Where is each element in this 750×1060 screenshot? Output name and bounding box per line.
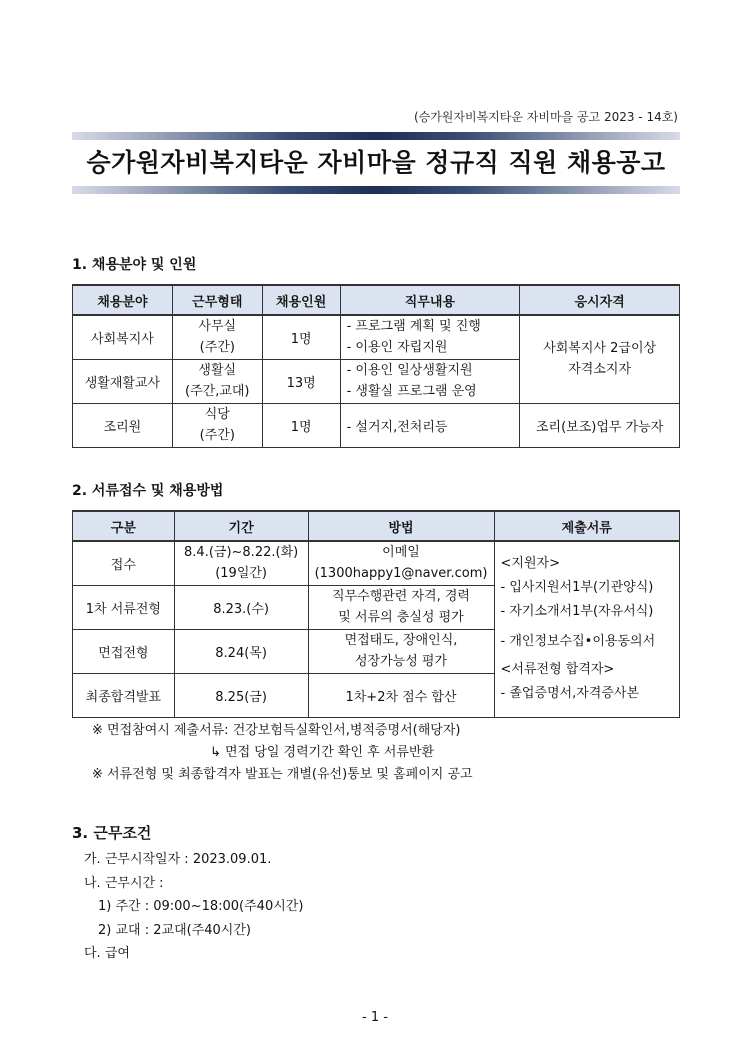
count-cell: 13명	[262, 359, 340, 403]
section2-heading: 2. 서류접수 및 채용방법	[72, 483, 224, 499]
table-row	[73, 541, 680, 585]
worktype-cell: 사무실 (주간)	[172, 315, 262, 359]
table-header-row	[73, 511, 680, 541]
section3-heading: 3. 근무조건	[72, 824, 152, 842]
table-header: 채용인원	[262, 285, 340, 315]
condition-item: 1) 주간 : 09:00~18:00(주40시간)	[98, 899, 304, 914]
section1-heading: 1. 채용분야 및 인원	[72, 257, 197, 273]
count-cell: 1명	[262, 315, 340, 359]
page-number: - 1 -	[362, 1010, 388, 1025]
table-header: 채용분야	[73, 285, 173, 315]
note-line: ↳ 면접 당일 경력기간 확인 후 서류반환	[210, 745, 435, 760]
duty-cell: - 이용인 일상생활지원 - 생활실 프로그램 운영	[340, 359, 520, 403]
method-cell: 1차+2차 점수 합산	[308, 673, 494, 717]
documents-cell: <지원자> - 입사지원서1부(기관양식) - 자기소개서1부(자유서식) - 개인정보수집•이용동의서 <서류전형 합격자> - 졸업증명서,자격증사본	[494, 541, 680, 717]
table-header: 직무내용	[340, 285, 520, 315]
period-cell: 8.23.(수)	[174, 585, 308, 629]
period-cell: 8.4.(금)~8.22.(화) (19일간)	[174, 541, 308, 585]
stage-cell: 1차 서류전형	[73, 585, 175, 629]
title-top-bar	[72, 132, 680, 140]
table-header: 방법	[308, 511, 494, 541]
method-cell: 이메일 (1300happy1@naver.com)	[308, 541, 494, 585]
table-row	[73, 403, 680, 447]
field-cell: 생활재활교사	[73, 359, 173, 403]
note-line: ※ 면접참여시 제출서류: 건강보험득실확인서,병적증명서(해당자)	[92, 723, 461, 738]
qualification-cell: 사회복지사 2급이상 자격소지자	[520, 315, 680, 403]
title-block	[72, 132, 680, 194]
field-cell: 조리원	[73, 403, 173, 447]
stage-cell: 면접전형	[73, 629, 175, 673]
page-title: 승가원자비복지타운 자비마을 정규직 직원 채용공고	[86, 148, 666, 177]
table-row	[73, 315, 680, 359]
table-header: 구분	[73, 511, 175, 541]
condition-item: 가. 근무시작일자 : 2023.09.01.	[84, 852, 272, 867]
stage-cell: 최종합격발표	[73, 673, 175, 717]
recruitment-table	[72, 284, 680, 448]
method-cell: 면접태도, 장애인식, 성장가능성 평가	[308, 629, 494, 673]
application-table	[72, 510, 680, 718]
worktype-cell: 생활실 (주간,교대)	[172, 359, 262, 403]
table-header: 응시자격	[520, 285, 680, 315]
condition-item: 2) 교대 : 2교대(주40시간)	[98, 922, 251, 938]
field-cell: 사회복지사	[73, 315, 173, 359]
duty-cell: - 설거지,전처리등	[340, 403, 520, 447]
stage-cell: 접수	[73, 541, 175, 585]
table-header: 근무형태	[172, 285, 262, 315]
table-header: 기간	[174, 511, 308, 541]
note-line: ※ 서류전형 및 최종합격자 발표는 개별(유선)통보 및 홈페이지 공고	[92, 767, 473, 782]
period-cell: 8.25(금)	[174, 673, 308, 717]
table-header: 제출서류	[494, 511, 680, 541]
title-bottom-bar	[72, 186, 680, 194]
duty-cell: - 프로그램 계획 및 진행 - 이용인 자립지원	[340, 315, 520, 359]
work-conditions	[84, 848, 303, 966]
condition-item: 나. 근무시간 :	[84, 875, 164, 891]
period-cell: 8.24(목)	[174, 629, 308, 673]
worktype-cell: 식당 (주간)	[172, 403, 262, 447]
method-cell: 직무수행관련 자격, 경력 및 서류의 충실성 평가	[308, 585, 494, 629]
count-cell: 1명	[262, 403, 340, 447]
qualification-cell: 조리(보조)업무 가능자	[520, 403, 680, 447]
notes-block	[92, 720, 473, 786]
table-header-row	[73, 285, 680, 315]
notice-number: (승가원자비복지타운 자비마을 공고 2023 - 14호)	[413, 110, 678, 124]
condition-item: 다. 급여	[84, 946, 130, 961]
